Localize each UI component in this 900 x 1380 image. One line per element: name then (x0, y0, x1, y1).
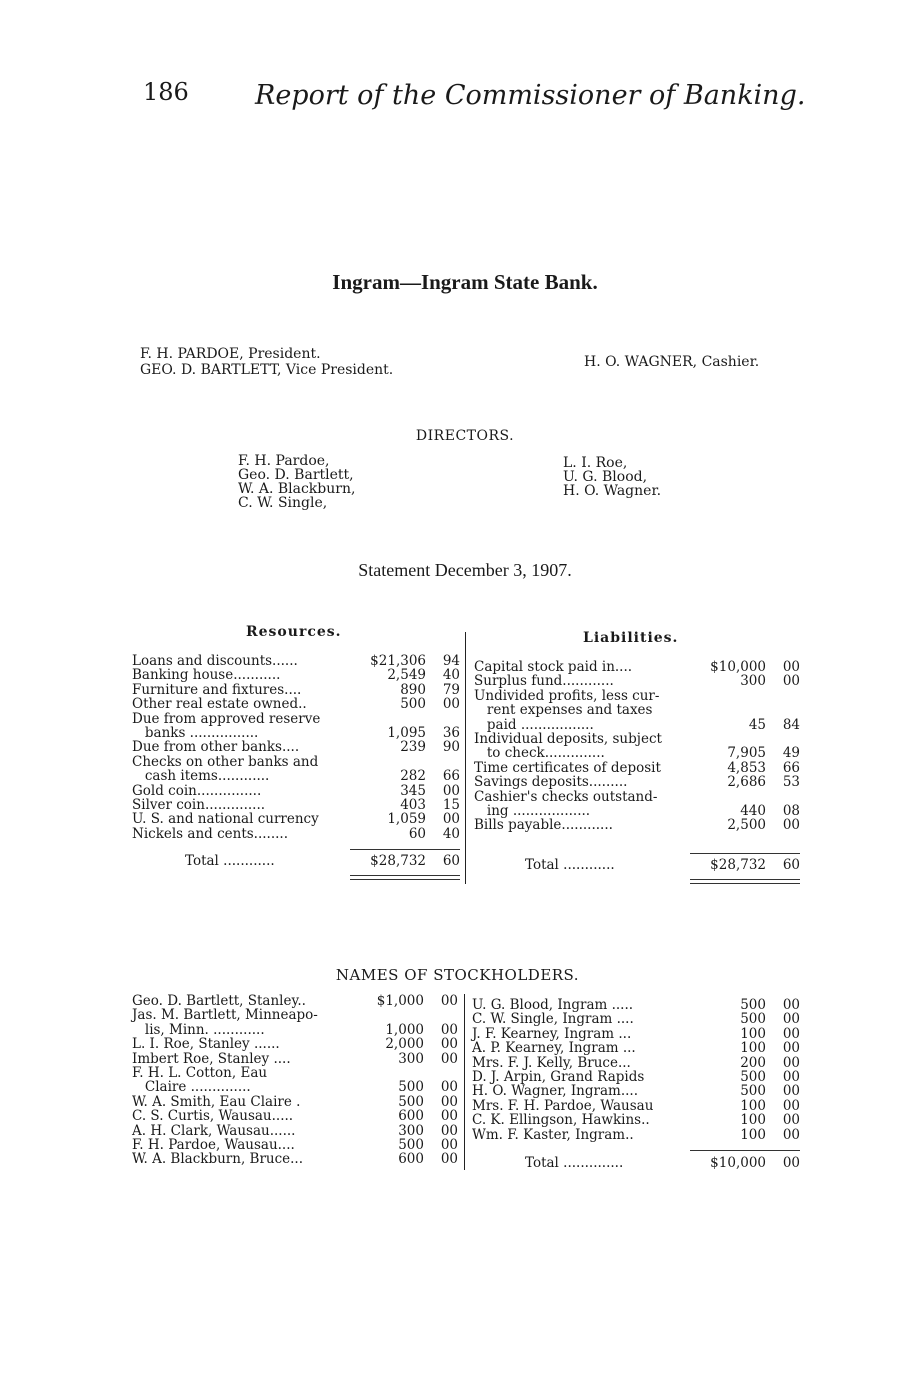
row-dollars: 1,059 (387, 811, 426, 828)
stockholder-row (132, 1052, 458, 1066)
row-dollars: 500 (400, 696, 426, 713)
row-cents: 00 (782, 1025, 800, 1042)
stockholder-row (472, 1041, 800, 1055)
row-cents: 00 (440, 1137, 458, 1154)
row-label: J. F. Kearney, Ingram ... (472, 1025, 632, 1042)
row-label: Savings deposits......... (474, 774, 628, 791)
liabilities-table (474, 660, 800, 833)
row-label: Individual deposits, subject (474, 731, 662, 748)
liabilities-heading: Liabilities. (583, 630, 679, 646)
row-cents: 08 (782, 803, 800, 820)
total-dollars: $10,000 (710, 1155, 766, 1171)
row-label: U. G. Blood, Ingram ..... (472, 997, 634, 1013)
row-cents: 66 (782, 759, 800, 776)
row-cents: 79 (442, 681, 460, 698)
row-cents: 00 (440, 1122, 458, 1139)
page-number: 186 (143, 78, 189, 106)
row-dollars: 300 (398, 1122, 424, 1139)
directors-right (563, 456, 661, 498)
vice-president: GEO. D. BARTLETT, Vice President. (140, 362, 394, 378)
row-label: Due from approved reserve (132, 710, 321, 727)
liability-row (474, 790, 800, 804)
row-label: Mrs. F. H. Pardoe, Wausau (472, 1097, 654, 1114)
row-label: F. H. Pardoe, Wausau.... (132, 1137, 295, 1154)
row-label: Wm. F. Kaster, Ingram.. (472, 1126, 634, 1143)
stockholder-row (132, 1138, 458, 1152)
row-label: C. W. Single, Ingram .... (472, 1011, 634, 1028)
liability-row (474, 761, 800, 775)
row-label: paid ................. (474, 716, 594, 733)
row-label: Nickels and cents........ (132, 825, 289, 842)
stockholder-row (472, 1099, 800, 1113)
director: U. G. Blood, (563, 469, 648, 485)
row-label: L. I. Roe, Stanley ...... (132, 1036, 280, 1053)
row-dollars: 100 (740, 1097, 766, 1114)
row-cents: 00 (782, 1083, 800, 1100)
row-label: U. S. and national currency (132, 811, 319, 828)
row-cents: 00 (442, 811, 460, 828)
row-cents: 40 (442, 825, 460, 842)
liability-row (474, 818, 800, 832)
stockholder-row (472, 1084, 800, 1098)
row-cents: 00 (782, 673, 800, 690)
resource-row (132, 697, 460, 711)
row-label: Checks on other banks and (132, 753, 319, 770)
row-dollars: 500 (398, 1137, 424, 1154)
row-dollars: 2,500 (727, 817, 766, 834)
row-label: C. K. Ellingson, Hawkins.. (472, 1112, 650, 1129)
row-dollars: $10,000 (710, 659, 766, 675)
stockholder-row (132, 1109, 458, 1123)
row-dollars: $21,306 (370, 653, 426, 669)
stockholder-row (132, 994, 458, 1008)
row-dollars: 300 (398, 1050, 424, 1067)
row-label: lis, Minn. ............ (132, 1021, 265, 1038)
column-divider (465, 632, 466, 884)
row-dollars: 100 (740, 1025, 766, 1042)
stockholder-row (132, 1095, 458, 1109)
row-label: Loans and discounts...... (132, 653, 298, 669)
liability-row (474, 718, 800, 732)
row-label: F. H. L. Cotton, Eau (132, 1065, 268, 1082)
resource-row (132, 812, 460, 826)
stockholder-row (132, 1124, 458, 1138)
resource-row (132, 798, 460, 812)
stockholder-row (132, 1152, 458, 1166)
resource-row (132, 726, 460, 740)
resources-heading: Resources. (246, 624, 342, 640)
director: Geo. D. Bartlett, (238, 467, 354, 483)
liability-row (474, 732, 800, 746)
row-cents: 00 (782, 659, 800, 675)
row-dollars: 282 (400, 768, 426, 785)
row-label: Capital stock paid in.... (474, 659, 633, 675)
row-label: H. O. Wagner, Ingram.... (472, 1083, 638, 1100)
stockholder-row (472, 1027, 800, 1041)
director: W. A. Blackburn, (238, 481, 356, 497)
row-dollars: 2,549 (387, 667, 426, 684)
director: F. H. Pardoe, (238, 453, 330, 469)
row-label: A. P. Kearney, Ingram ... (472, 1040, 636, 1057)
row-label: to check.............. (474, 745, 605, 762)
row-cents: 90 (442, 739, 460, 756)
row-dollars: 500 (398, 1093, 424, 1110)
row-label: Undivided profits, less cur- (474, 687, 660, 704)
row-cents: 00 (440, 1093, 458, 1110)
row-dollars: 239 (400, 739, 426, 756)
bank-title: Ingram—Ingram State Bank. (332, 270, 598, 294)
row-dollars: 100 (740, 1040, 766, 1057)
row-label: banks ................ (132, 725, 259, 742)
row-dollars: 500 (740, 1011, 766, 1028)
row-dollars: 60 (408, 825, 426, 842)
stockholder-row (472, 998, 800, 1012)
liability-row (474, 775, 800, 789)
total-label: Total ............ (185, 853, 275, 869)
row-dollars: 440 (740, 803, 766, 820)
total-dollars: $28,732 (370, 853, 426, 869)
row-cents: 00 (440, 1021, 458, 1038)
row-cents: 15 (442, 797, 460, 814)
row-label: W. A. Blackburn, Bruce... (132, 1151, 304, 1168)
row-dollars: 500 (740, 1083, 766, 1100)
row-label: D. J. Arpin, Grand Rapids (472, 1069, 645, 1086)
row-label: Jas. M. Bartlett, Minneapo- (132, 1007, 318, 1024)
row-label: Due from other banks.... (132, 739, 300, 756)
resource-row (132, 654, 460, 668)
stockholder-row (132, 1037, 458, 1051)
row-label: Furniture and fixtures.... (132, 681, 302, 698)
row-label: Gold coin............... (132, 782, 262, 799)
row-label: Mrs. F. J. Kelly, Bruce... (472, 1054, 631, 1071)
liability-row (474, 703, 800, 717)
stockholder-row (132, 1008, 458, 1022)
directors-heading: DIRECTORS. (415, 428, 515, 444)
cashier: H. O. WAGNER, Cashier. (584, 354, 760, 370)
row-dollars: 200 (740, 1054, 766, 1071)
row-cents: 00 (782, 1040, 800, 1057)
total-cents: 60 (442, 853, 460, 869)
row-cents: 00 (440, 1036, 458, 1053)
stockholders-left (132, 994, 458, 1167)
directors-left (238, 454, 355, 510)
row-cents: 40 (442, 667, 460, 684)
row-cents: 00 (440, 1108, 458, 1125)
stockholder-row (132, 1066, 458, 1080)
row-dollars: 2,000 (385, 1036, 424, 1053)
officers-left (140, 346, 393, 378)
row-cents: 49 (782, 745, 800, 762)
stockholder-row (472, 1056, 800, 1070)
row-cents: 00 (782, 1069, 800, 1086)
row-label: Imbert Roe, Stanley .... (132, 1050, 291, 1067)
resources-table (132, 654, 460, 841)
liability-row (474, 674, 800, 688)
row-cents: 00 (782, 1054, 800, 1071)
liability-row (474, 804, 800, 818)
total-cents: 60 (782, 857, 800, 873)
row-cents: 00 (782, 817, 800, 834)
row-dollars: 890 (400, 681, 426, 698)
column-divider (464, 994, 465, 1170)
double-rule (690, 879, 800, 884)
row-cents: 00 (440, 1050, 458, 1067)
row-label: Claire .............. (132, 1079, 251, 1096)
resource-row (132, 668, 460, 682)
row-label: Cashier's checks outstand- (474, 788, 658, 805)
resource-row (132, 740, 460, 754)
row-cents: 66 (442, 768, 460, 785)
row-label: cash items............ (132, 768, 270, 785)
row-dollars: 45 (748, 716, 766, 733)
liabilities-total (525, 857, 800, 873)
row-cents: 36 (442, 725, 460, 742)
row-dollars: 100 (740, 1126, 766, 1143)
liability-row (474, 689, 800, 703)
resource-row (132, 784, 460, 798)
row-label: Other real estate owned.. (132, 696, 307, 713)
row-cents: 00 (440, 993, 458, 1009)
row-dollars: 500 (740, 1069, 766, 1086)
stockholders-total (525, 1155, 800, 1171)
row-dollars: 4,853 (727, 759, 766, 776)
row-dollars: $1,000 (376, 993, 424, 1009)
row-label: Bills payable............ (474, 817, 613, 834)
stockholder-row (472, 1070, 800, 1084)
row-label: Banking house........... (132, 667, 281, 684)
stockholder-row (472, 1128, 800, 1142)
row-dollars: 1,095 (387, 725, 426, 742)
row-label: ing .................. (474, 803, 591, 820)
director: L. I. Roe, (563, 455, 628, 471)
president: F. H. PARDOE, President. (140, 346, 321, 362)
row-cents: 00 (442, 696, 460, 713)
double-rule (350, 875, 460, 880)
row-dollars: 7,905 (727, 745, 766, 762)
row-label: Silver coin.............. (132, 797, 266, 814)
row-dollars: 600 (398, 1151, 424, 1168)
total-label: Total ............ (525, 857, 615, 873)
row-cents: 00 (782, 1112, 800, 1129)
row-cents: 00 (782, 1097, 800, 1114)
liability-row (474, 660, 800, 674)
row-label: A. H. Clark, Wausau...... (132, 1122, 296, 1139)
row-dollars: 500 (740, 997, 766, 1013)
stockholder-row (132, 1080, 458, 1094)
running-title: Report of the Commissioner of Banking. (255, 80, 806, 111)
row-dollars: 600 (398, 1108, 424, 1125)
row-label: Geo. D. Bartlett, Stanley.. (132, 993, 306, 1009)
total-label: Total .............. (525, 1155, 624, 1171)
stockholder-row (472, 1113, 800, 1127)
resource-row (132, 755, 460, 769)
row-dollars: 403 (400, 797, 426, 814)
row-label: C. S. Curtis, Wausau..... (132, 1108, 294, 1125)
row-dollars: 500 (398, 1079, 424, 1096)
resource-row (132, 769, 460, 783)
row-cents: 84 (782, 716, 800, 733)
row-label: W. A. Smith, Eau Claire . (132, 1093, 301, 1110)
row-cents: 00 (782, 1126, 800, 1143)
resource-row (132, 712, 460, 726)
row-cents: 00 (440, 1151, 458, 1168)
statement-title: Statement December 3, 1907. (358, 560, 572, 580)
total-dollars: $28,732 (710, 857, 766, 873)
resource-row (132, 827, 460, 841)
stockholder-row (132, 1023, 458, 1037)
row-dollars: 345 (400, 782, 426, 799)
row-cents: 00 (442, 782, 460, 799)
row-label: rent expenses and taxes (474, 702, 653, 719)
row-label: Surplus fund............ (474, 673, 614, 690)
resources-total (185, 853, 460, 869)
total-rule (690, 853, 800, 854)
row-label: Time certificates of deposit (474, 759, 661, 776)
stockholders-heading: NAMES OF STOCKHOLDERS. (335, 966, 580, 984)
row-cents: 53 (782, 774, 800, 791)
liability-row (474, 746, 800, 760)
row-cents: 00 (440, 1079, 458, 1096)
row-dollars: 300 (740, 673, 766, 690)
resource-row (132, 683, 460, 697)
total-rule (350, 849, 460, 850)
total-rule (690, 1150, 800, 1151)
row-cents: 00 (782, 1011, 800, 1028)
row-cents: 00 (782, 997, 800, 1013)
row-dollars: 100 (740, 1112, 766, 1129)
row-dollars: 1,000 (385, 1021, 424, 1038)
row-dollars: 2,686 (727, 774, 766, 791)
director: C. W. Single, (238, 495, 328, 511)
stockholder-row (472, 1012, 800, 1026)
director: H. O. Wagner. (563, 483, 662, 499)
row-cents: 94 (442, 653, 460, 669)
stockholders-right (472, 998, 800, 1142)
total-cents: 00 (782, 1155, 800, 1171)
